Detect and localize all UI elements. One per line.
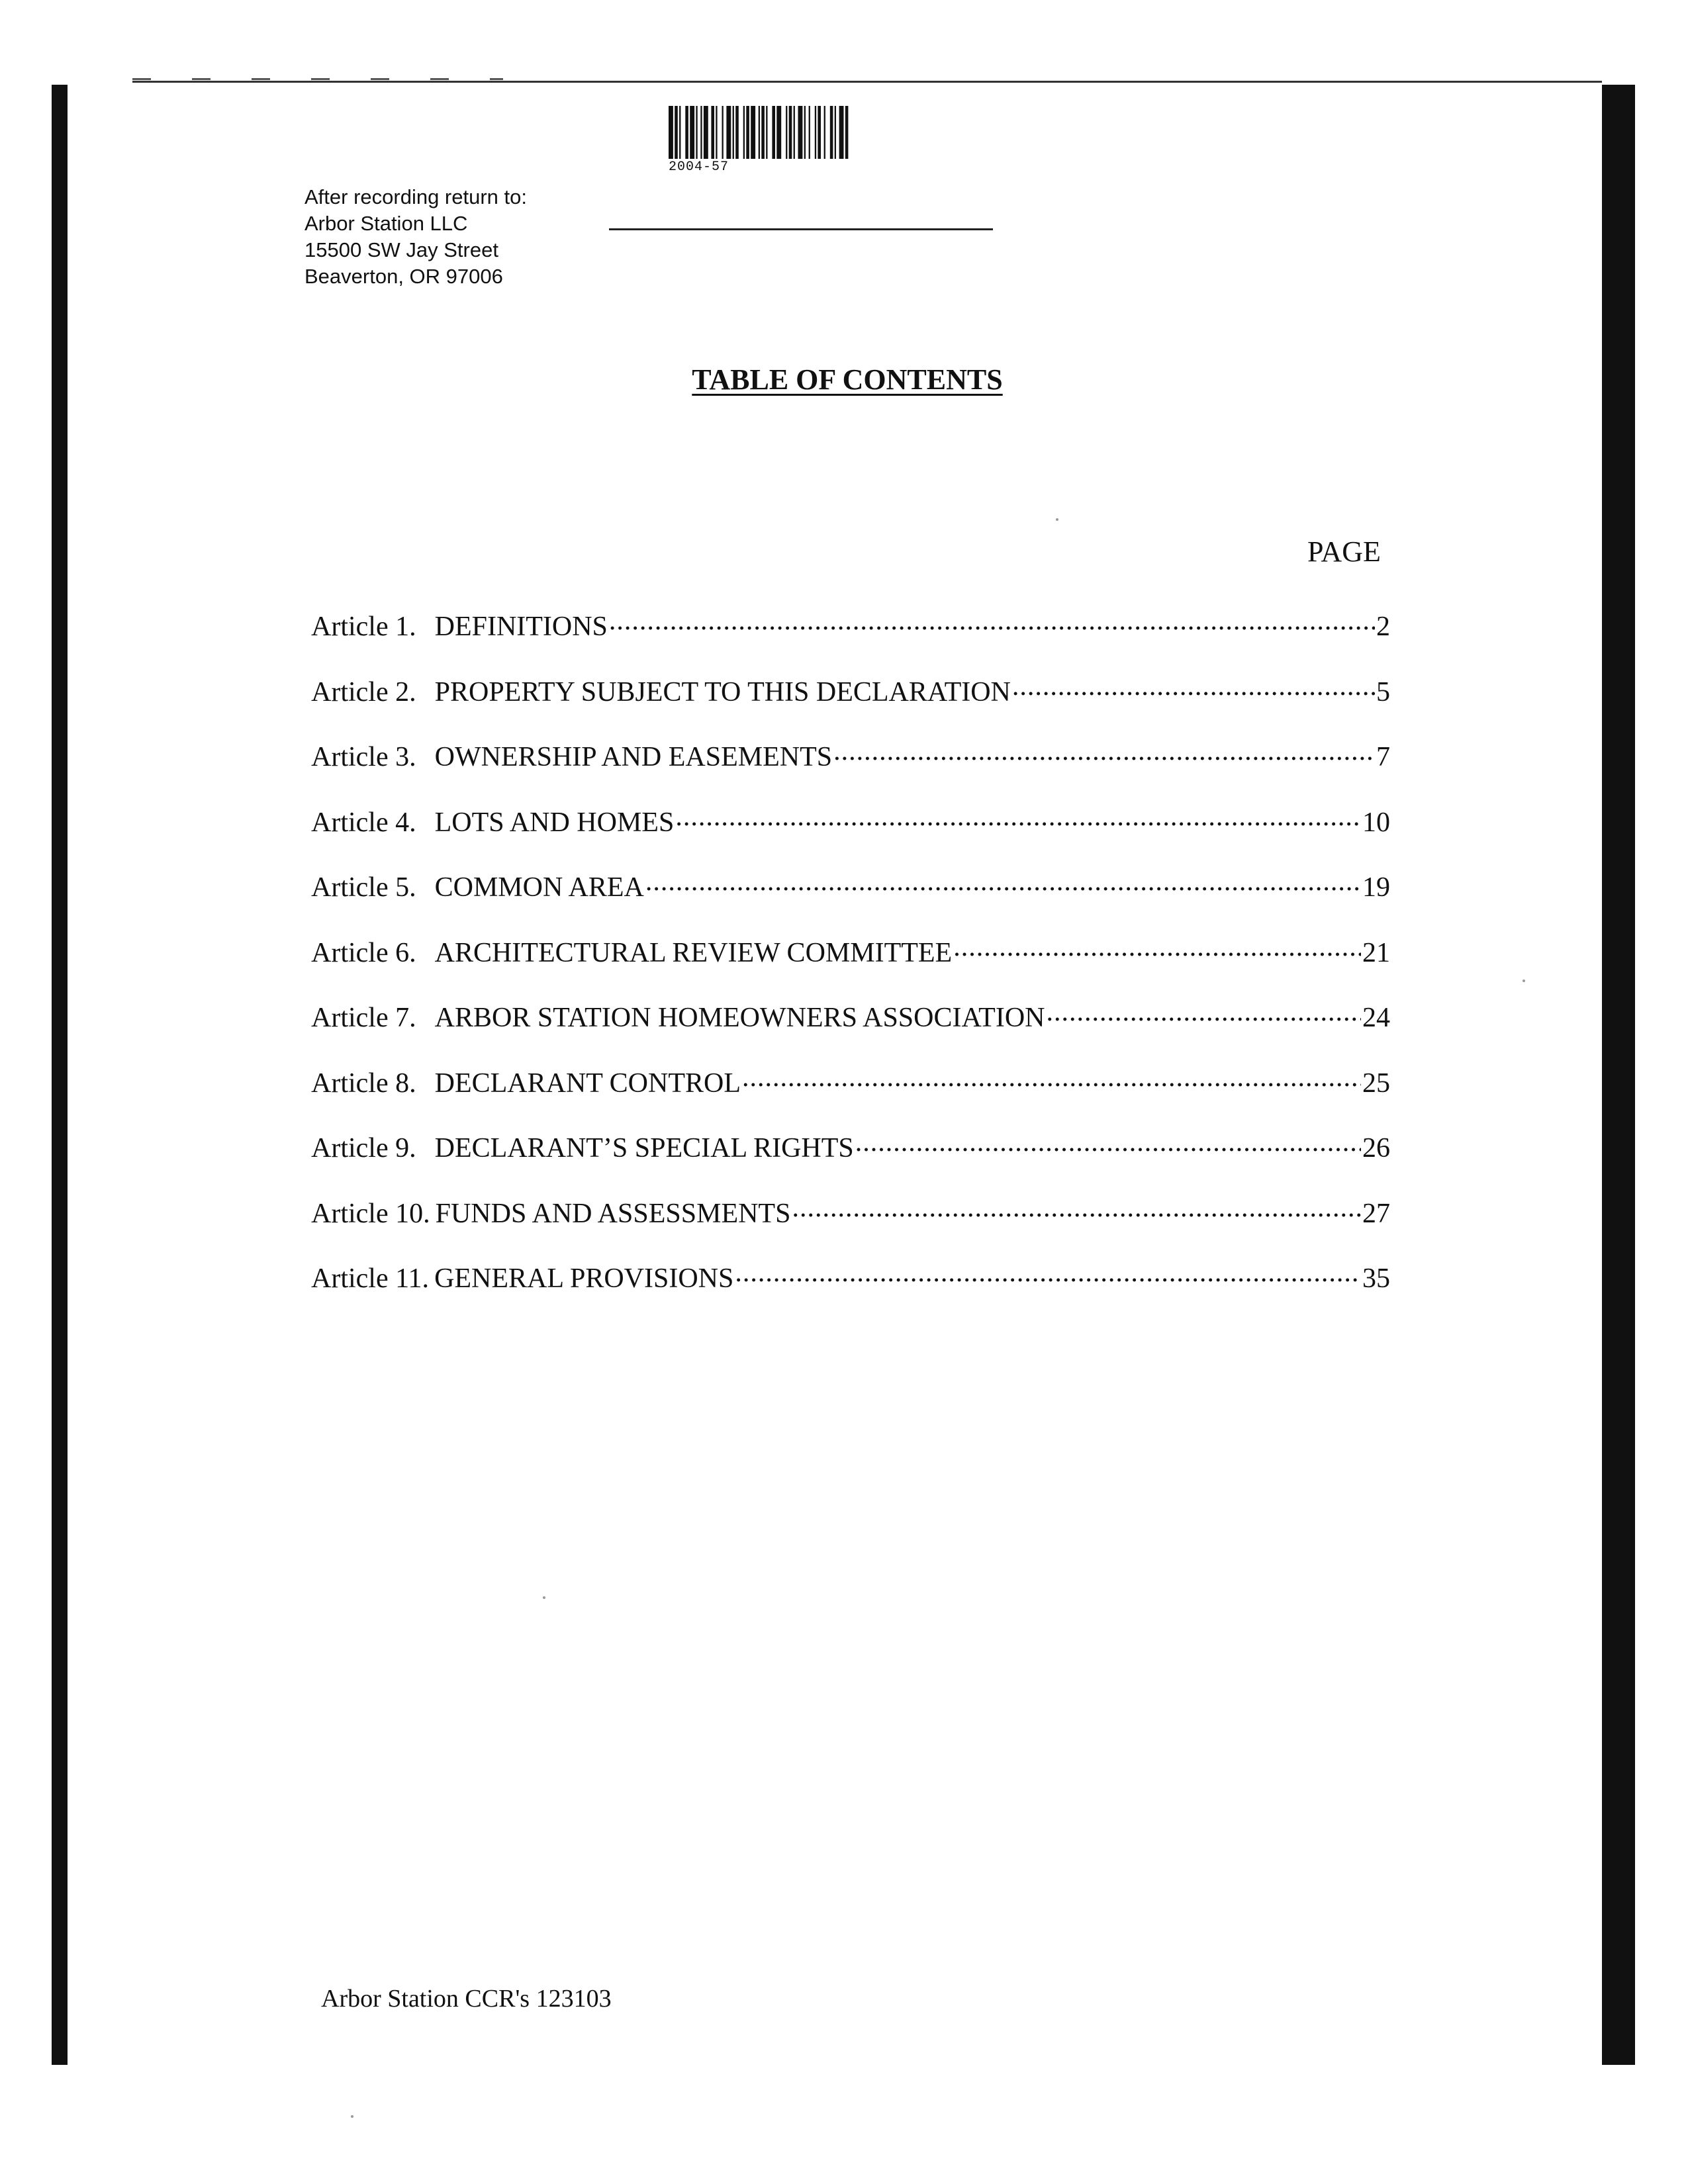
- recording-signature-line: [609, 228, 993, 230]
- toc-entry-name: OWNERSHIP AND EASEMENTS: [434, 742, 833, 772]
- toc-entry-number: Article 9.: [311, 1133, 416, 1163]
- toc-entry-page: 2: [1376, 612, 1390, 642]
- toc-entry-leader-dots: [735, 1259, 1361, 1287]
- toc-entry-page: 27: [1362, 1198, 1390, 1229]
- return-address-line: Beaverton, OR 97006: [305, 265, 503, 288]
- page-column-header: PAGE: [1307, 535, 1381, 568]
- toc-entry: [311, 1259, 1390, 1325]
- barcode-bar: [733, 106, 734, 159]
- scan-speck: [543, 1596, 545, 1599]
- toc-entry-leader-dots: [833, 738, 1375, 766]
- return-address-line: 15500 SW Jay Street: [305, 238, 498, 261]
- toc-entry-leader-dots: [1046, 999, 1361, 1026]
- toc-entry-leader-dots: [1012, 673, 1375, 701]
- toc-entry: [311, 999, 1390, 1064]
- toc-entry-page: 19: [1362, 872, 1390, 903]
- toc-entry-page: 21: [1362, 937, 1390, 968]
- toc-entry-leader-dots: [792, 1195, 1361, 1222]
- toc-entry: [311, 868, 1390, 934]
- barcode-bar: [804, 106, 806, 159]
- toc-entry-number: Article 1.: [311, 612, 416, 642]
- barcode-bar: [679, 106, 680, 159]
- barcode-bar: [845, 106, 849, 159]
- toc-entry-name: ARCHITECTURAL REVIEW COMMITTEE: [434, 937, 953, 968]
- toc-entry-number: Article 2.: [311, 676, 416, 707]
- toc-entry-page: 26: [1362, 1133, 1390, 1163]
- recording-barcode: [669, 106, 940, 175]
- barcode-bar: [726, 106, 731, 159]
- toc-entry-name: DECLARANT CONTROL: [434, 1068, 741, 1099]
- toc-entry-name: DECLARANT’S SPECIAL RIGHTS: [434, 1133, 854, 1163]
- toc-entry-leader-dots: [609, 608, 1375, 635]
- barcode-bar: [696, 106, 697, 159]
- toc-entry-page: 35: [1362, 1263, 1390, 1294]
- toc-entry-page: 10: [1362, 807, 1390, 838]
- barcode-bar: [759, 106, 760, 159]
- toc-entry-page: 25: [1362, 1068, 1390, 1099]
- barcode-number: 2004-57: [669, 159, 729, 175]
- barcode-bar: [711, 106, 714, 159]
- barcode-bar: [815, 106, 816, 159]
- barcode-bar: [772, 106, 775, 159]
- toc-entry-number: Article 8.: [311, 1068, 416, 1099]
- toc-entry-number: Article 11.: [311, 1263, 430, 1294]
- scan-speck: [1056, 518, 1058, 521]
- barcode-bar: [818, 106, 821, 159]
- toc-entry-leader-dots: [675, 803, 1361, 831]
- toc-entry: [311, 673, 1390, 739]
- toc-entry-leader-dots: [645, 868, 1361, 896]
- toc-entry: [311, 608, 1390, 673]
- toc-entry-name: GENERAL PROVISIONS: [434, 1263, 734, 1294]
- barcode-bar: [685, 106, 688, 159]
- barcode-bar: [716, 106, 717, 159]
- toc-entry: [311, 934, 1390, 999]
- toc-entry-number: Article 10.: [311, 1198, 430, 1229]
- barcode-bar: [761, 106, 765, 159]
- return-address-block: [305, 184, 527, 290]
- barcode-bar: [766, 106, 767, 159]
- barcode-bar: [751, 106, 755, 159]
- toc-entry-page: 7: [1376, 742, 1390, 772]
- toc-entry: [311, 803, 1390, 869]
- barcode-bar: [824, 106, 825, 159]
- toc-entry-number: Article 3.: [311, 742, 416, 772]
- barcode-icon: [669, 106, 940, 159]
- barcode-bar: [798, 106, 803, 159]
- barcode-bar: [704, 106, 708, 159]
- barcode-bar: [776, 106, 781, 159]
- toc-entry-number: Article 4.: [311, 807, 416, 838]
- toc-entry-number: Article 5.: [311, 872, 416, 903]
- barcode-bar: [835, 106, 836, 159]
- barcode-bar: [735, 106, 739, 159]
- barcode-bar: [839, 106, 844, 159]
- toc-entry: [311, 1195, 1390, 1260]
- barcode-bar: [690, 106, 694, 159]
- toc-entry-leader-dots: [742, 1064, 1361, 1092]
- return-address-line: Arbor Station LLC: [305, 212, 468, 235]
- toc-entry-page: 5: [1376, 676, 1390, 707]
- toc-entry-leader-dots: [855, 1129, 1361, 1157]
- toc-entry: [311, 1129, 1390, 1195]
- return-address-line: After recording return to:: [305, 185, 527, 208]
- toc-entry-number: Article 7.: [311, 1003, 416, 1033]
- toc-entry-leader-dots: [953, 934, 1361, 962]
- toc-entry-page: 24: [1362, 1003, 1390, 1033]
- scan-speck: [1523, 979, 1525, 982]
- scan-artifact-dashes: [132, 78, 503, 80]
- toc-entry-name: COMMON AREA: [434, 872, 644, 903]
- barcode-bar: [794, 106, 795, 159]
- barcode-bar: [746, 106, 749, 159]
- barcode-bar: [669, 106, 673, 159]
- barcode-bar: [700, 106, 702, 159]
- toc-entry-name: LOTS AND HOMES: [434, 807, 675, 838]
- barcode-bar: [786, 106, 787, 159]
- toc-list: [311, 608, 1390, 1325]
- toc-title-container: [0, 363, 1688, 396]
- toc-entry-name: DEFINITIONS: [434, 612, 608, 642]
- scan-speck: [351, 2115, 353, 2118]
- document-footer: Arbor Station CCR's 123103: [321, 1985, 612, 2013]
- toc-entry: [311, 738, 1390, 803]
- barcode-bar: [830, 106, 833, 159]
- toc-entry-name: PROPERTY SUBJECT TO THIS DECLARATION: [434, 676, 1011, 707]
- barcode-bar: [743, 106, 745, 159]
- toc-title: TABLE OF CONTENTS: [692, 363, 1003, 396]
- barcode-bar: [789, 106, 792, 159]
- scan-top-edge: [132, 81, 1602, 83]
- toc-entry: [311, 1064, 1390, 1130]
- barcode-bar: [675, 106, 678, 159]
- toc-entry-number: Article 6.: [311, 937, 416, 968]
- barcode-bar: [722, 106, 724, 159]
- toc-entry-name: ARBOR STATION HOMEOWNERS ASSOCIATION: [434, 1003, 1045, 1033]
- barcode-bar: [809, 106, 810, 159]
- toc-entry-name: FUNDS AND ASSESSMENTS: [435, 1198, 791, 1229]
